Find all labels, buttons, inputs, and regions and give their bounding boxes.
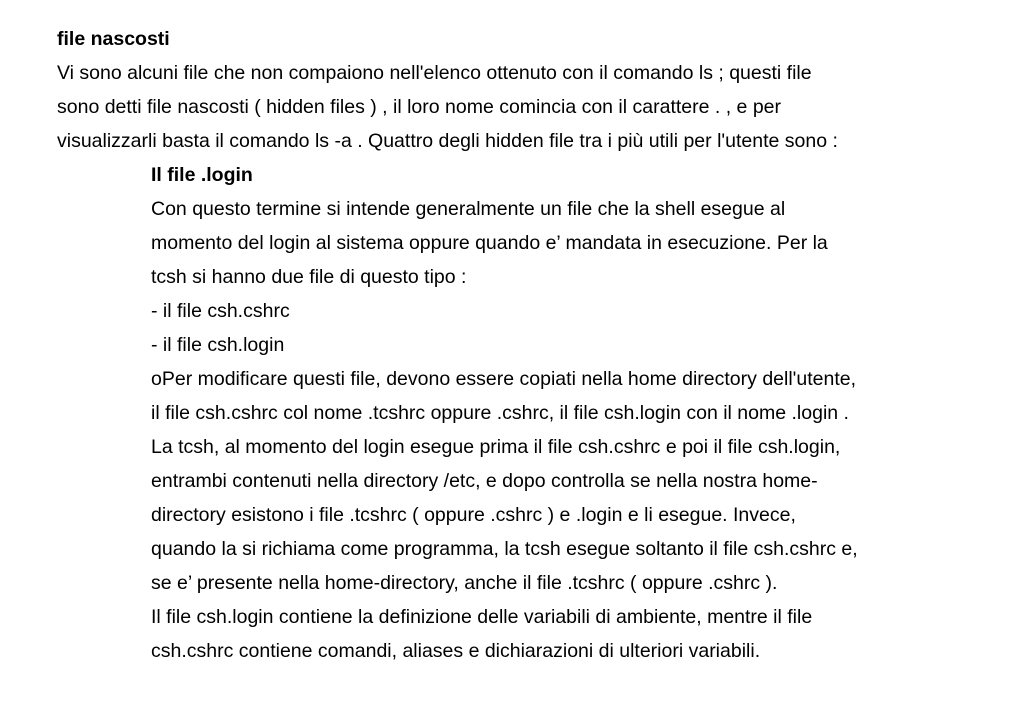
list-item: - il file csh.login — [151, 334, 285, 356]
body-line: Il file csh.login contiene la definizione delle variabili di ambiente, mentre il file — [151, 606, 813, 628]
body-line: se e’ presente nella home-directory, anche il file .tcshrc ( oppure .cshrc ). — [151, 572, 778, 594]
intro-line: visualizzarli basta il comando ls -a . Quattro degli hidden file tra i più utili per l'utente sono : — [57, 130, 838, 152]
body-line: Con questo termine si intende generalmente un file che la shell esegue al — [151, 198, 786, 220]
body-line: tcsh si hanno due file di questo tipo : — [151, 266, 467, 288]
body-line: il file csh.cshrc col nome .tcshrc oppure .cshrc, il file csh.login con il nome .login . — [151, 402, 849, 424]
list-item: - il file csh.cshrc — [151, 300, 290, 322]
body-line: momento del login al sistema oppure quando e’ mandata in esecuzione. Per la — [151, 232, 828, 254]
body-line: directory esistono i file .tcshrc ( oppure .cshrc ) e .login e li esegue. Invece, — [151, 504, 796, 526]
section-title: file nascosti — [57, 28, 170, 50]
body-line: csh.cshrc contiene comandi, aliases e dichiarazioni di ulteriori variabili. — [151, 640, 761, 662]
subsection-title: Il file .login — [151, 164, 253, 186]
body-line: La tcsh, al momento del login esegue prima il file csh.cshrc e poi il file csh.login, — [151, 436, 841, 458]
body-line: oPer modificare questi file, devono essere copiati nella home directory dell'utente, — [151, 368, 857, 390]
body-line: entrambi contenuti nella directory /etc, e dopo controlla se nella nostra home- — [151, 470, 818, 492]
intro-line: Vi sono alcuni file che non compaiono nell'elenco ottenuto con il comando ls ; questi file — [57, 62, 812, 84]
intro-line: sono detti file nascosti ( hidden files ) , il loro nome comincia con il carattere . , e per — [57, 96, 782, 118]
body-line: quando la si richiama come programma, la tcsh esegue soltanto il file csh.cshrc e, — [151, 538, 858, 560]
